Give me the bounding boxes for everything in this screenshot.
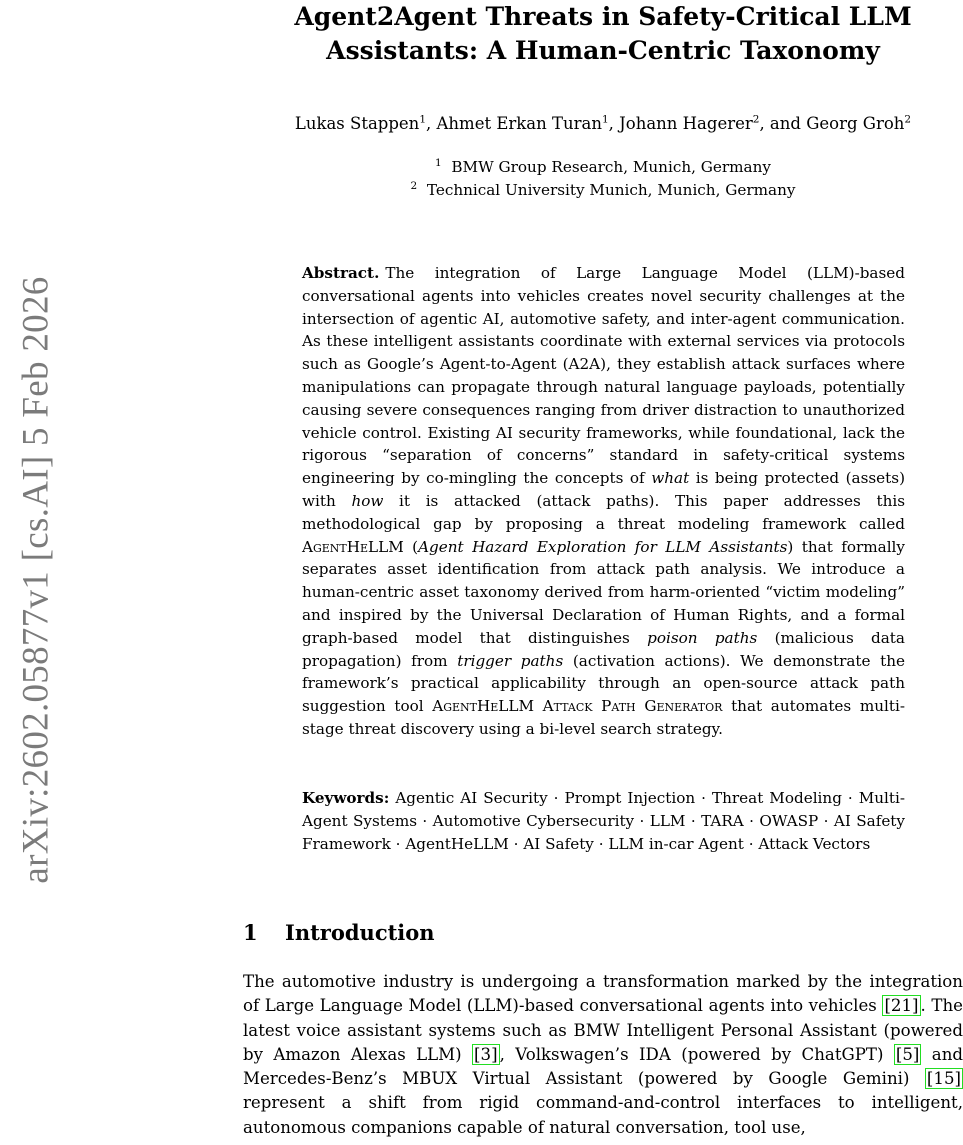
author-affiliation-mark: 2 [752,113,760,126]
intro-text: represent a shift from rigid command-and-control interfaces to intelligent, autonomous companions capable of natural conversation, tool use, [243,1093,963,1137]
intro-text: and Mercedes-Benz’s MBUX Virtual Assistant (powered by Google Gemini) [243,1044,963,1089]
citation-link[interactable]: [21] [884,996,919,1016]
section-number: 1 [243,920,258,945]
abstract-text: it is attacked (attack paths). This paper addresses this methodological gap by proposing a threat modeling framework called [302,491,905,533]
abstract-text: ( [403,537,419,556]
paper-title [243,0,963,68]
keywords-text: Agentic AI Security · Prompt Injection · Threat Modeling · Multi-Agent Systems · Automotive Cybersecurity · LLM · TARA · OWASP · AI Safety Framework · AgentHeLLM · AI Safety · LLM in-car Agent · Attack Vectors [302,789,905,853]
abstract-text: (malicious data propagation) from [302,628,905,670]
affiliation-2 [243,179,963,202]
title-line-1: Agent2Agent Threats in Safety-Critical LLM [294,2,912,31]
citation-link[interactable]: [5] [895,1044,920,1064]
abstract-emphasis: what [651,469,690,488]
abstract-text: The integration of Large Language Model (LLM)-based conversational agents into vehicles creates novel security challenges at the intersection of agentic AI, automotive safety, and inter-agent communication. As these intelligent assistants coordinate with external services via protocols such as Google’s Agent-to-Agent (A2A), they establish attack surfaces where manipulations can propagate through natural language payloads, potentially causing severe consequences ranging from driver distraction to unauthorized vehicle control. Existing AI security frameworks, while foundational, lack the rigorous “separation of concerns” standard in safety-critical systems engineering by co-mingling the concepts of [302,264,905,488]
section-heading [243,918,435,948]
author-affiliation-mark: 1 [601,113,609,126]
keywords [302,787,905,855]
abstract-emphasis: how [351,491,384,510]
author-affiliation-mark: 1 [419,113,426,126]
abstract-text: that automates multi-stage threat discovery using a bi-level search strategy. [302,697,905,738]
affiliations [243,156,963,202]
affiliation-text: Technical University Munich, Munich, Germany [426,181,796,199]
affiliation-text: BMW Group Research, Munich, Germany [451,158,771,176]
abstract [302,262,905,741]
author-name: Georg Groh [806,114,905,133]
intro-text: , Volkswagen’s IDA (powered by ChatGPT) [499,1044,894,1064]
affiliation-mark: 2 [410,179,418,192]
introduction-paragraph [243,970,963,1140]
abstract-emphasis: poison paths [647,628,758,647]
author-name: Johann Hagerer [619,114,753,133]
tool-name: AgentHeLLM Attack Path Generator [432,697,723,716]
author-list [243,113,963,135]
arxiv-identifier: arXiv:2602.05877v1 [cs.AI] 5 Feb 2026 [15,276,57,884]
abstract-label: Abstract. [302,264,380,282]
author-separator: , [426,114,437,133]
intro-text: The automotive industry is undergoing a transformation marked by the integration of Large Language Model (LLM)-based conversational agents into vehicles [243,972,963,1016]
author-name: Lukas Stappen [294,114,420,133]
abstract-text: (activation actions). We demonstrate the framework’s practical applicability through an open-source attack path suggestion tool [302,651,905,716]
author-separator: , [608,114,620,133]
section-title: Introduction [285,920,435,945]
abstract-emphasis: trigger paths [457,651,564,670]
citation-link[interactable]: [15] [926,1069,961,1089]
citation-link[interactable]: [3] [474,1044,498,1064]
author-name: Ahmet Erkan Turan [436,114,602,133]
framework-expansion: Agent Hazard Exploration for LLM Assistants [418,537,788,556]
framework-name: AgentHeLLM [302,537,404,556]
intro-text: . The latest voice assistant systems such as BMW Intelligent Personal Assistant (powered by Amazon Alexas LLM) [243,996,963,1064]
affiliation-1 [243,156,963,179]
abstract-text: ) that formally separates asset identification from attack path analysis. We introduce a human-centric asset taxonomy derived from harm-oriented “victim modeling” and inspired by the Universal Declaration of Human Rights, and a formal graph-based model that distinguishes [302,537,905,647]
keywords-label: Keywords: [302,789,390,807]
abstract-text: is being protected (assets) with [302,469,905,510]
affiliation-mark: 1 [435,156,442,169]
title-line-2: Assistants: A Human-Centric Taxonomy [326,36,880,65]
author-separator: , and [759,114,807,133]
author-affiliation-mark: 2 [904,113,912,126]
